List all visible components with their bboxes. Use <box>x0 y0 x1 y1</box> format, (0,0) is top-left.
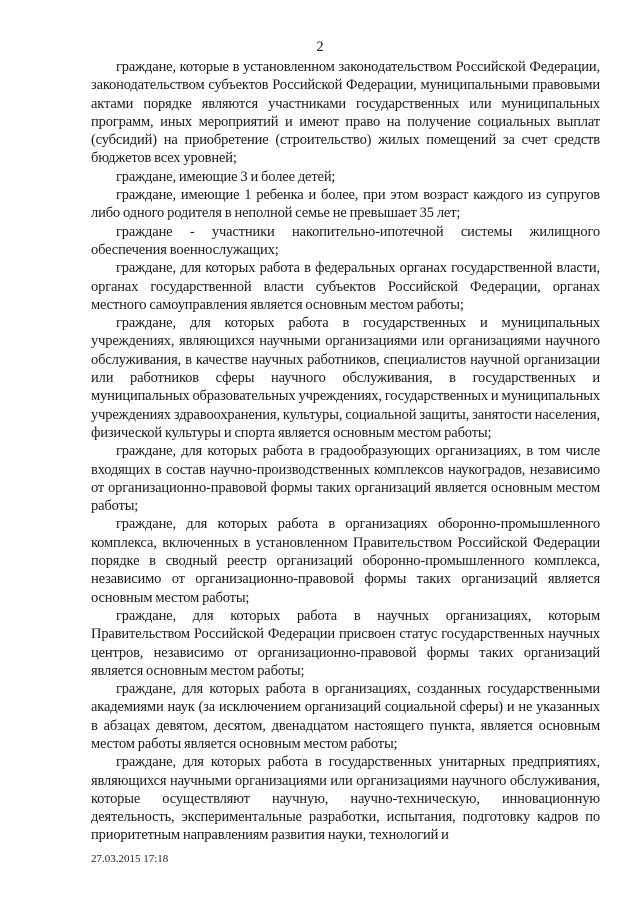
paragraph: граждане, имеющие 3 и более детей; <box>116 168 336 185</box>
paragraph: граждане, имеющие 1 ребенка и более, при этом возраст каждого из супругов либо одного родителя в неполной семье не превышает 35 лет; <box>91 187 600 222</box>
paragraph: граждане, для которых работа в градообразующих организациях, в том числе входящих в состав научно-производственных комплексов наукоградов, независимо от организационно-правовой формы таких организаций является основным местом работы; <box>91 443 600 515</box>
paragraph: граждане, которые в установленном законодательством Российской Федерации, законодательством субъектов Российской Федерации, муниципальными правовыми актами порядке являются участниками государственных или муниципальных программ, иных мероприятий и имеют право на получение социальных выплат (субсидий) на приобретение (строительство) жилых помещений за счет средств бюджетов всех уровней; <box>91 59 600 167</box>
paragraph: граждане, для которых работа в государственных и муниципальных учреждениях, являющихся научными организациями или организациями научного обслуживания, в качестве научных работников, специалистов научной организации или работников сферы научного обслуживания, в государственных и муниципальных образовательных учреждениях, государственных и муниципальных учреждениях здравоохранения, культуры, социальной защиты, занятости населения, физической культуры и спорта является основным местом работы; <box>91 315 600 441</box>
page-number: 2 <box>316 39 324 55</box>
paragraph: граждане, для которых работа в научных организациях, которым Правительством Российской Федерации присвоен статус государственных научных центров, независимо от организационно-правовой формы таких организаций является основным местом работы; <box>91 607 600 679</box>
document-body <box>91 58 600 845</box>
paragraph: граждане, для которых работа в федеральных органах государственной власти, органах государственной власти субъектов Российской Федерации, органах местного самоуправления является основным местом работы; <box>91 260 600 313</box>
paragraph: граждане, для которых работа в государственных унитарных предприятиях, являющихся научными организациями или организациями научного обслуживания, которые осуществляют научную, научно-техническую, инновационную деятельность, экспериментальные разработки, испытания, подготовку кадров по приоритетным направлениям развития науки, технологий и <box>91 754 600 844</box>
paragraph: граждане, для которых работа в организациях оборонно-промышленного комплекса, включенных в установленном Правительством Российской Федерации порядке в сводный реестр организаций оборонно-промышленного комплекса, независимо от организационно-правовой формы таких организаций является основным местом работы; <box>91 516 600 606</box>
footer-timestamp: 27.03.2015 17:18 <box>91 853 169 865</box>
paragraph: граждане, для которых работа в организациях, созданных государственными академиями наук (за исключением организаций социальной сферы) и не указанных в абзацах девятом, десятом, двенадцатом настоящего пункта, является основным местом работы является основным местом работы; <box>91 681 600 752</box>
paragraph: граждане - участники накопительно-ипотечной системы жилищного обеспечения военнослужащих; <box>91 223 600 258</box>
